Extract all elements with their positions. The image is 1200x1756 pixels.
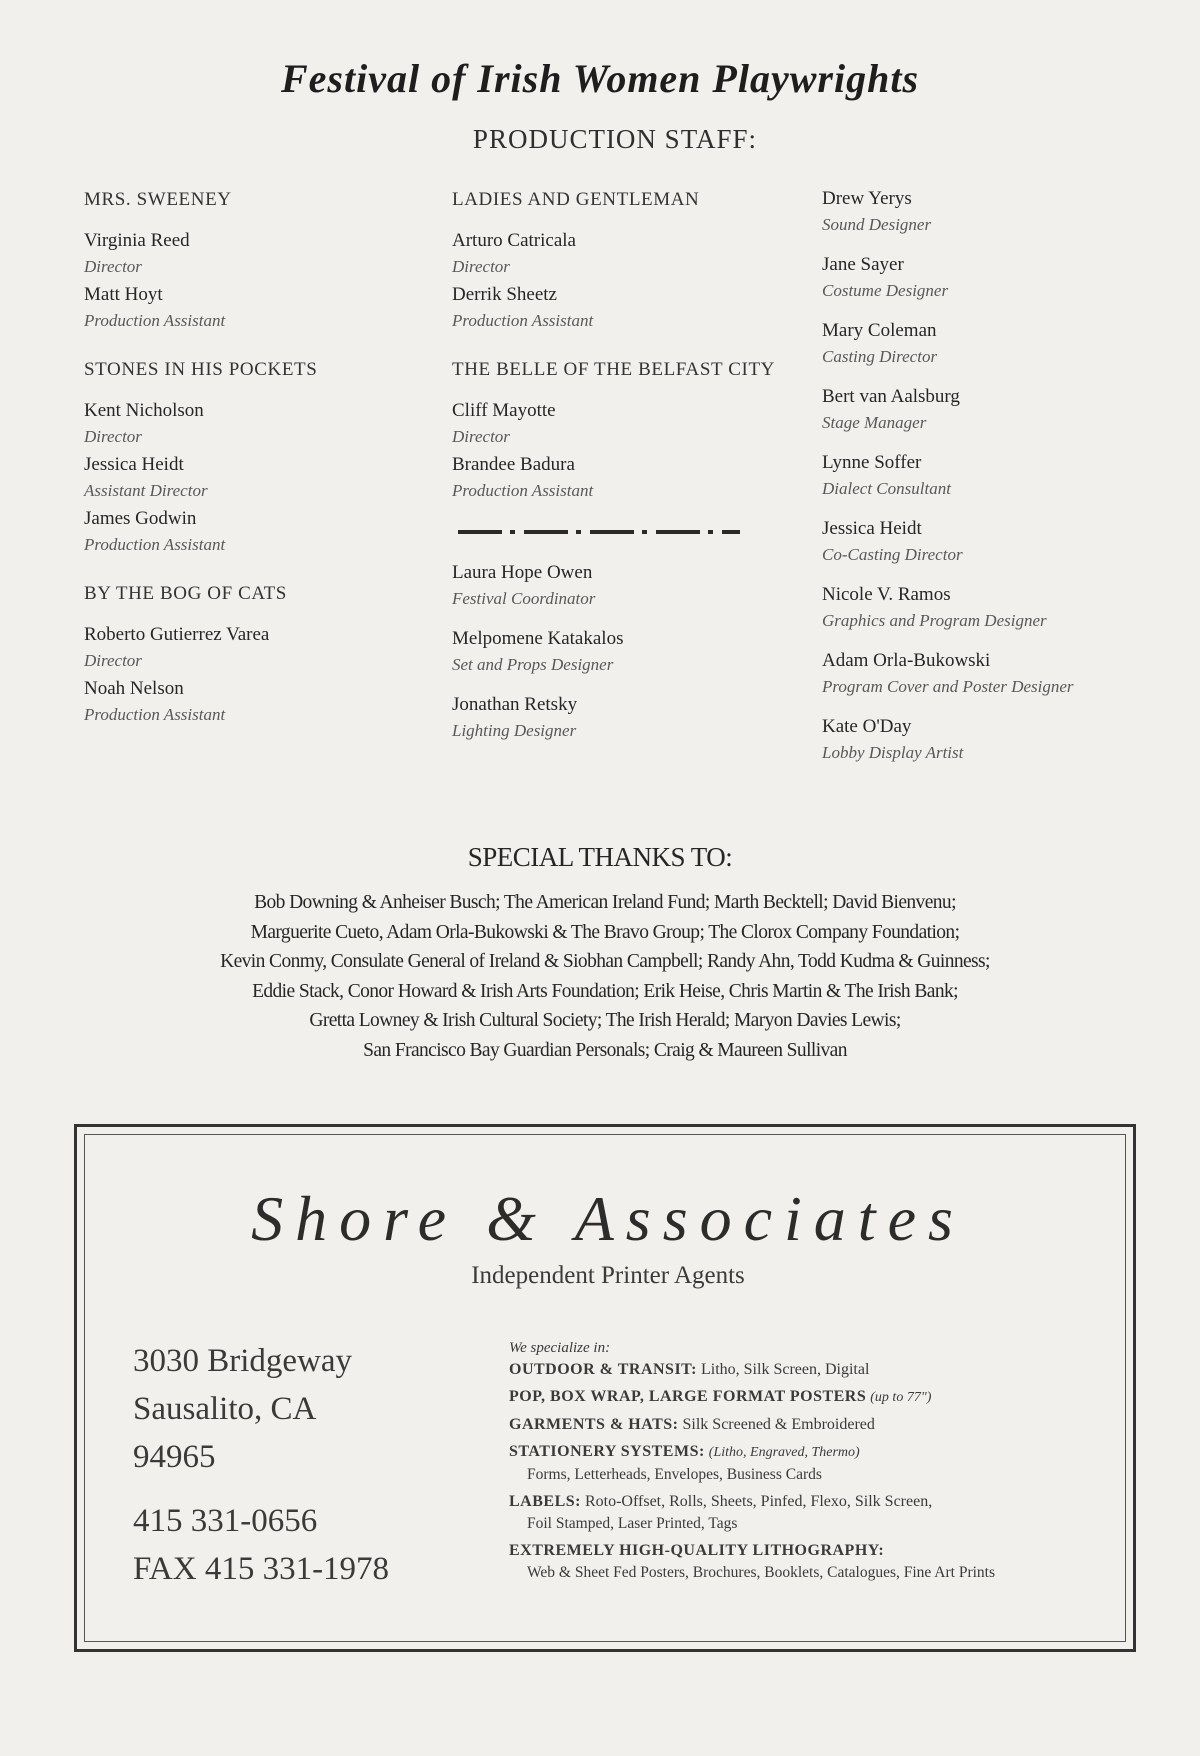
ad-tagline: Independent Printer Agents <box>471 1262 745 1289</box>
staff-entry <box>452 398 792 450</box>
service-item <box>509 1386 1109 1409</box>
ad-address-line: 94965 <box>133 1439 216 1475</box>
staff-entry <box>822 582 1162 634</box>
service-item <box>509 1359 1109 1381</box>
staff-role: Director <box>84 257 142 276</box>
staff-entry <box>84 282 414 334</box>
production-section <box>84 356 414 558</box>
specialize-intro: We specialize in: <box>509 1340 611 1356</box>
staff-entry <box>84 506 414 558</box>
staff-name: Melpomene Katakalos <box>452 628 624 649</box>
thanks-line: San Francisco Bay Guardian Personals; Craig & Maureen Sullivan <box>363 1039 847 1061</box>
production-section <box>452 356 792 504</box>
service-detail: Forms, Letterheads, Envelopes, Business Cards <box>527 1466 822 1483</box>
staff-entry <box>84 676 414 728</box>
service-item <box>509 1540 1109 1584</box>
sponsor-advertisement <box>74 1124 1136 1652</box>
service-detail: Web & Sheet Fed Posters, Brochures, Booklets, Catalogues, Fine Art Prints <box>527 1564 996 1581</box>
thanks-line: Marguerite Cueto, Adam Orla-Bukowski & The Bravo Group; The Clorox Company Foundation; <box>250 921 960 943</box>
staff-entry <box>822 450 1162 502</box>
staff-entry <box>822 318 1162 370</box>
production-title: STONES IN HIS POCKETS <box>84 359 318 380</box>
ad-address-line: Sausalito, CA <box>133 1391 317 1427</box>
staff-role: Stage Manager <box>822 413 927 432</box>
staff-role: Program Cover and Poster Designer <box>822 677 1074 696</box>
staff-role: Festival Coordinator <box>452 589 596 608</box>
service-item <box>509 1414 1109 1436</box>
staff-name: Kate O'Day <box>822 716 912 737</box>
production-title: THE BELLE OF THE BELFAST CITY <box>452 359 775 380</box>
staff-column-2 <box>452 186 792 758</box>
service-desc: Litho, Silk Screen, Digital <box>700 1361 870 1378</box>
service-note: (Litho, Engraved, Thermo) <box>708 1445 860 1460</box>
staff-name: Jonathan Retsky <box>452 694 578 715</box>
staff-name: Jessica Heidt <box>84 454 184 475</box>
ad-company-name: Shore & Associates <box>251 1183 965 1254</box>
staff-entry <box>84 622 414 674</box>
staff-entry <box>452 560 792 612</box>
production-title: BY THE BOG OF CATS <box>84 583 287 604</box>
staff-role: Production Assistant <box>84 535 226 554</box>
staff-role: Lobby Display Artist <box>822 743 964 762</box>
staff-name: Arturo Catricala <box>452 230 576 251</box>
production-title: MRS. SWEENEY <box>84 189 232 210</box>
staff-column-1 <box>84 186 414 750</box>
staff-role: Co-Casting Director <box>822 545 963 564</box>
service-desc: Silk Screened & Embroidered <box>682 1416 875 1433</box>
staff-role: Sound Designer <box>822 215 932 234</box>
ad-contact-block <box>133 1337 463 1593</box>
staff-name: Adam Orla-Bukowski <box>822 650 991 671</box>
staff-name: Virginia Reed <box>84 230 190 251</box>
staff-entry <box>452 692 792 744</box>
staff-name: James Godwin <box>84 508 197 529</box>
staff-name: Cliff Mayotte <box>452 400 556 421</box>
production-title: LADIES AND GENTLEMAN <box>452 189 700 210</box>
service-detail: Foil Stamped, Laser Printed, Tags <box>527 1515 738 1532</box>
staff-name: Kent Nicholson <box>84 400 204 421</box>
thanks-line: Bob Downing & Anheiser Busch; The American Ireland Fund; Marth Becktell; David Bienvenu; <box>254 892 956 913</box>
staff-entry <box>84 398 414 450</box>
staff-name: Noah Nelson <box>84 678 184 699</box>
thanks-line: Kevin Conmy, Consulate General of Ireland & Siobhan Campbell; Randy Ahn, Todd Kudma & Guinness; <box>220 951 990 972</box>
staff-entry <box>84 228 414 280</box>
staff-name: Brandee Badura <box>452 454 575 475</box>
staff-name: Derrik Sheetz <box>452 284 557 305</box>
staff-entry <box>822 516 1162 568</box>
staff-role: Casting Director <box>822 347 938 366</box>
service-item <box>509 1491 1109 1535</box>
staff-entry <box>822 714 1162 766</box>
service-title: OUTDOOR & TRANSIT: <box>509 1361 697 1378</box>
staff-role: Production Assistant <box>84 705 226 724</box>
staff-role: Production Assistant <box>452 311 594 330</box>
service-title: POP, BOX WRAP, LARGE FORMAT POSTERS <box>509 1388 867 1405</box>
staff-entry <box>452 626 792 678</box>
staff-entry <box>452 452 792 504</box>
thanks-line: Gretta Lowney & Irish Cultural Society; The Irish Herald; Maryon Davies Lewis; <box>309 1010 901 1031</box>
special-thanks-heading: SPECIAL THANKS TO: <box>467 842 733 872</box>
production-section <box>84 186 414 334</box>
service-title: STATIONERY SYSTEMS: <box>509 1443 705 1460</box>
ad-services-list <box>509 1337 1109 1589</box>
staff-entry <box>822 252 1162 304</box>
staff-role: Production Assistant <box>452 481 594 500</box>
staff-entry <box>84 452 414 504</box>
ad-address-line: 3030 Bridgeway <box>133 1343 353 1379</box>
staff-role: Lighting Designer <box>452 721 577 740</box>
staff-name: Drew Yerys <box>822 188 912 209</box>
staff-name: Jessica Heidt <box>822 518 922 539</box>
staff-role: Dialect Consultant <box>822 479 951 498</box>
festival-staff-list <box>452 560 792 744</box>
service-note: (up to 77") <box>870 1390 932 1405</box>
staff-role: Director <box>84 651 142 670</box>
staff-role: Set and Props Designer <box>452 655 614 674</box>
ad-fax: FAX 415 331-1978 <box>133 1551 390 1587</box>
staff-entry <box>822 648 1162 700</box>
staff-entry <box>452 282 792 334</box>
staff-name: Matt Hoyt <box>84 284 163 305</box>
service-title: EXTREMELY HIGH-QUALITY LITHOGRAPHY: <box>509 1542 885 1559</box>
service-item <box>509 1441 1109 1486</box>
service-desc: Roto-Offset, Rolls, Sheets, Pinfed, Flexo, Silk Screen, <box>584 1493 933 1510</box>
ad-phone: 415 331-0656 <box>133 1503 318 1539</box>
staff-entry <box>822 186 1162 238</box>
special-thanks-text <box>100 888 1110 1065</box>
service-title: GARMENTS & HATS: <box>509 1416 679 1433</box>
staff-role: Graphics and Program Designer <box>822 611 1047 630</box>
staff-name: Laura Hope Owen <box>452 562 593 583</box>
staff-name: Lynne Soffer <box>822 452 922 473</box>
staff-role: Assistant Director <box>84 481 208 500</box>
staff-column-3 <box>822 186 1162 780</box>
festival-title: Festival of Irish Women Playwrights <box>280 56 920 101</box>
production-staff-heading: PRODUCTION STAFF: <box>472 124 758 154</box>
staff-entry <box>822 384 1162 436</box>
thanks-line: Eddie Stack, Conor Howard & Irish Arts Foundation; Erik Heise, Chris Martin & The Irish Bank; <box>252 980 958 1002</box>
staff-entry <box>452 228 792 280</box>
staff-name: Jane Sayer <box>822 254 904 275</box>
staff-name: Mary Coleman <box>822 320 937 341</box>
staff-name: Roberto Gutierrez Varea <box>84 624 270 645</box>
production-section <box>452 186 792 334</box>
staff-name: Bert van Aalsburg <box>822 386 960 407</box>
service-title: LABELS: <box>509 1493 581 1510</box>
staff-role: Director <box>452 427 510 446</box>
staff-role: Costume Designer <box>822 281 949 300</box>
staff-role: Director <box>452 257 510 276</box>
staff-role: Production Assistant <box>84 311 226 330</box>
decorative-divider <box>458 530 740 534</box>
staff-role: Director <box>84 427 142 446</box>
production-section <box>84 580 414 728</box>
staff-name: Nicole V. Ramos <box>822 584 951 605</box>
